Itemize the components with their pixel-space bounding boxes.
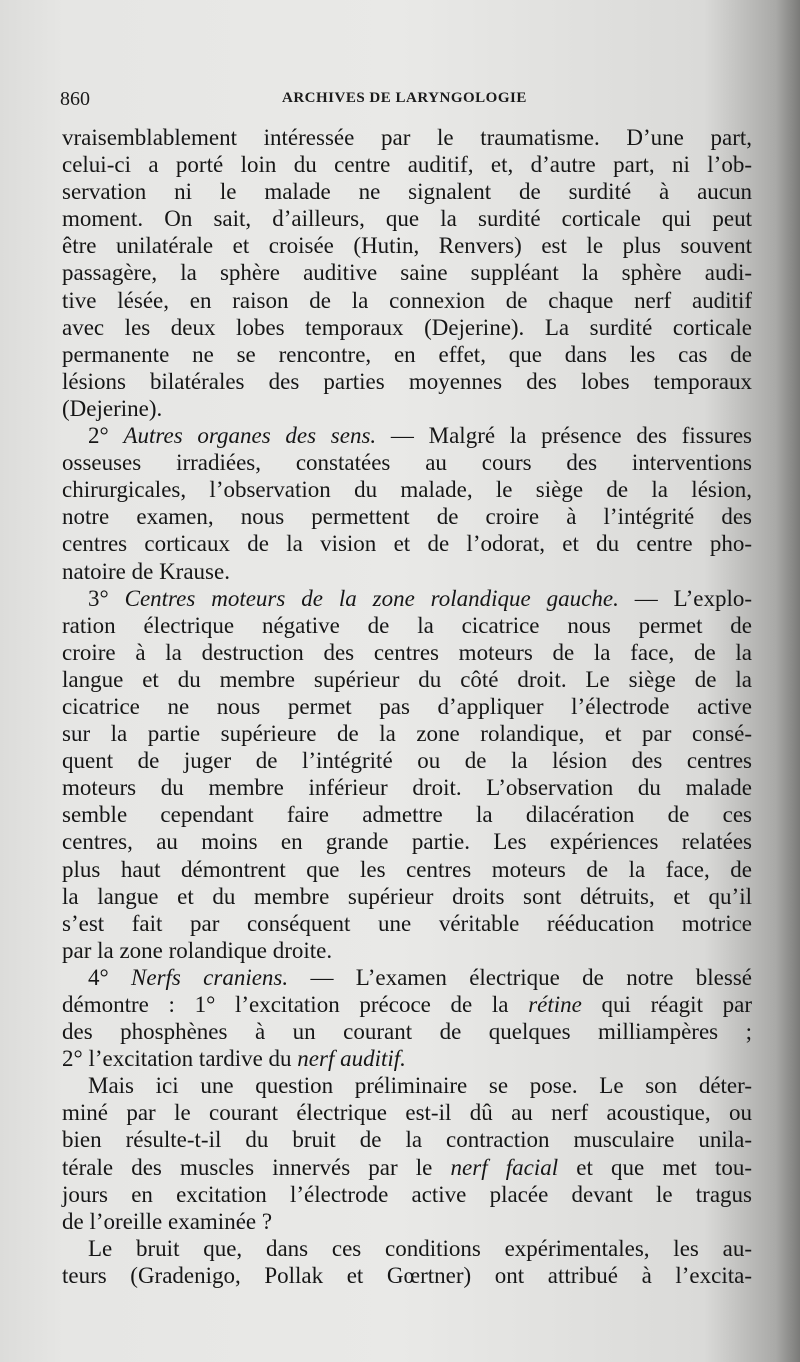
text-line: démontre : 1° l’excitation précoce de la rétine qui réagit par xyxy=(62,992,752,1017)
text-line: des phosphènes à un courant de quelques milliampères ; xyxy=(62,1019,752,1045)
text-line: natoire de Krause. xyxy=(62,558,230,584)
text-line: être unilatérale et croisée (Hutin, Renvers) est le plus souvent xyxy=(62,233,752,259)
text-line: plus haut démontrent que les centres moteurs de la face, de xyxy=(62,856,752,882)
text-line: sur la partie supérieure de la zone rolandique, et par consé- xyxy=(62,721,752,747)
text-line: tive lésée, en raison de la connexion de chaque nerf auditif xyxy=(62,287,752,313)
text-line: jours en excitation l’électrode active placée devant le tragus xyxy=(62,1181,752,1207)
text-line: quent de juger de l’intégrité ou de la lésion des centres xyxy=(62,748,752,774)
text-line: par la zone rolandique droite. xyxy=(62,937,333,963)
text-line: permanente ne se rencontre, en effet, que dans les cas de xyxy=(62,341,752,367)
section-heading-line: 2° Autres organes des sens. — Malgré la présence des fissures xyxy=(88,423,752,449)
text-line: vraisemblablement intéressée par le traumatisme. D’une part, xyxy=(62,125,752,150)
text-line: la langue et du membre supérieur droits sont détruits, et qu’il xyxy=(62,883,752,909)
text-line: servation ni le malade ne signalent de surdité à aucun xyxy=(62,179,752,205)
text-line: moteurs du membre inférieur droit. L’observation du malade xyxy=(62,775,752,801)
text-line: Le bruit que, dans ces conditions expérimentales, les au- xyxy=(88,1235,752,1261)
text-line: moment. On sait, d’ailleurs, que la surdité corticale qui peut xyxy=(62,206,752,232)
body-text xyxy=(62,124,752,1289)
text-line: osseuses irradiées, constatées au cours des interventions xyxy=(62,450,752,476)
text-line: (Dejerine). xyxy=(62,395,163,421)
page-number: 860 xyxy=(60,88,90,110)
text-line: Mais ici une question préliminaire se pose. Le son déter- xyxy=(88,1073,752,1099)
text-line: croire à la destruction des centres moteurs de la face, de la xyxy=(62,639,752,665)
text-line: miné par le courant électrique est-il dû au nerf acoustique, ou xyxy=(62,1100,752,1126)
text-line: centres, au moins en grande partie. Les expériences relatées xyxy=(62,829,752,855)
text-line: avec les deux lobes temporaux (Dejerine). La surdité corticale xyxy=(62,314,752,340)
text-line: térale des muscles innervés par le nerf facial et que met tou- xyxy=(62,1154,752,1180)
text-line: s’est fait par conséquent une véritable rééducation motrice xyxy=(62,910,752,936)
text-line: bien résulte-t-il du bruit de la contraction musculaire unila- xyxy=(62,1127,752,1153)
text-line: lésions bilatérales des parties moyennes des lobes temporaux xyxy=(62,368,752,394)
text-line: 2° l’excitation tardive du nerf auditif. xyxy=(62,1046,406,1072)
text-line: semble cependant faire admettre la dilacération de ces xyxy=(62,802,752,828)
section-heading-line: 3° Centres moteurs de la zone rolandique gauche. — L’explo- xyxy=(88,585,753,611)
text-line: langue et du membre supérieur du côté droit. Le siège de la xyxy=(62,666,752,692)
text-line: teurs (Gradenigo, Pollak et Gœrtner) ont attribué à l’excita- xyxy=(62,1262,752,1288)
text-line: celui-ci a porté loin du centre auditif, et, d’autre part, ni l’ob- xyxy=(62,152,752,178)
text-line: ration électrique négative de la cicatrice nous permet de xyxy=(62,612,752,638)
text-line: centres corticaux de la vision et de l’odorat, et du centre pho- xyxy=(62,531,752,557)
text-line: notre examen, nous permettent de croire à l’intégrité des xyxy=(62,504,752,530)
section-heading-line: 4° Nerfs craniens. — L’examen électrique de notre blessé xyxy=(88,964,752,990)
running-head xyxy=(60,88,760,114)
journal-title: ARCHIVES DE LARYNGOLOGIE xyxy=(282,90,527,106)
text-line: passagère, la sphère auditive saine suppléant la sphère audi- xyxy=(62,260,752,286)
text-line: chirurgicales, l’observation du malade, le siège de la lésion, xyxy=(62,477,752,503)
text-line: de l’oreille examinée ? xyxy=(62,1208,273,1234)
text-line: cicatrice ne nous permet pas d’appliquer l’électrode active xyxy=(62,693,752,719)
